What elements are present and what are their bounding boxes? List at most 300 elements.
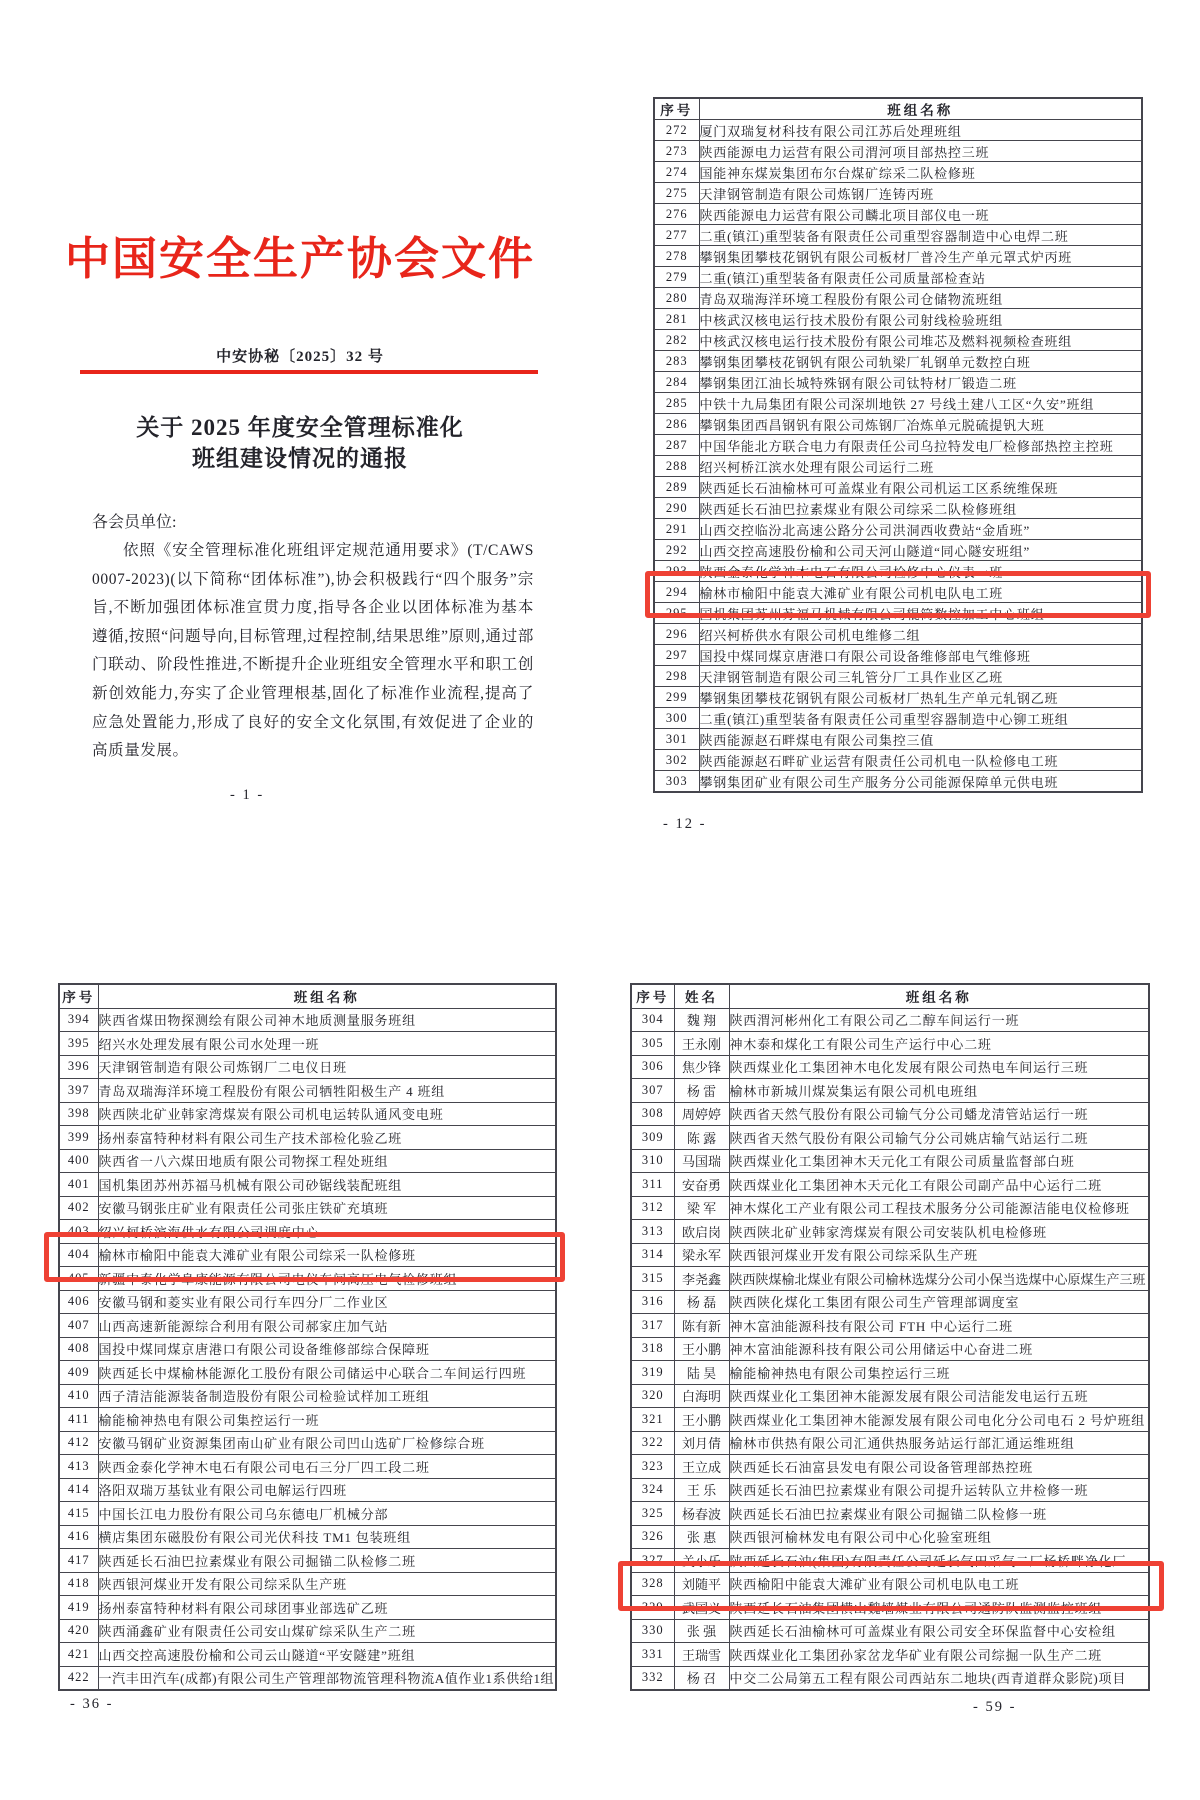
person-name-cell: 杨春波 bbox=[674, 1502, 729, 1526]
row-number-cell: 280 bbox=[654, 288, 699, 309]
table-row bbox=[654, 414, 1142, 435]
row-number-cell: 295 bbox=[654, 603, 699, 624]
team-name-cell: 榆能榆神热电有限公司集控运行一班 bbox=[98, 1408, 556, 1432]
row-number-cell: 329 bbox=[631, 1596, 674, 1620]
team-name-cell: 陕西能源赵石畔煤电有限公司集控三值 bbox=[699, 729, 1142, 750]
row-number-cell: 313 bbox=[631, 1220, 674, 1244]
row-number-cell: 276 bbox=[654, 204, 699, 225]
row-number-cell: 287 bbox=[654, 435, 699, 456]
table-row bbox=[654, 351, 1142, 372]
table-row bbox=[631, 1596, 1149, 1620]
team-name-cell: 中核武汉核电运行技术股份有限公司射线检验班组 bbox=[699, 309, 1142, 330]
table-row bbox=[631, 1572, 1149, 1596]
row-number-cell: 274 bbox=[654, 162, 699, 183]
team-name-cell: 榆林市榆阳中能袁大滩矿业有限公司综采一队检修班 bbox=[98, 1243, 556, 1267]
table-row bbox=[59, 1596, 556, 1620]
row-number-cell: 399 bbox=[59, 1126, 98, 1150]
person-name-cell: 梁 军 bbox=[674, 1196, 729, 1220]
row-number-cell: 409 bbox=[59, 1361, 98, 1385]
team-name-cell: 陕西银河煤业开发有限公司综采队生产班 bbox=[98, 1572, 556, 1596]
team-name-cell: 陕西银河榆林发电有限公司中心化验室班组 bbox=[729, 1525, 1149, 1549]
table-header-row bbox=[631, 984, 1149, 1008]
table-row bbox=[59, 1666, 556, 1690]
table-row bbox=[59, 1502, 556, 1526]
row-number-cell: 319 bbox=[631, 1361, 674, 1385]
person-name-cell: 王 乐 bbox=[674, 1478, 729, 1502]
row-number-cell: 415 bbox=[59, 1502, 98, 1526]
table-row bbox=[631, 1361, 1149, 1385]
team-name-cell: 陕西煤业化工集团孙家岔龙华矿业有限公司综掘一队生产二班 bbox=[729, 1643, 1149, 1667]
document-number: 中安协秘〔2025〕32 号 bbox=[216, 349, 384, 365]
row-number-cell: 298 bbox=[654, 666, 699, 687]
table-header bbox=[654, 98, 1142, 120]
column-header: 班组名称 bbox=[699, 98, 1142, 120]
team-name-cell: 陕西延长石油巴拉素煤业有限公司综采二队检修班组 bbox=[699, 498, 1142, 519]
person-name-cell: 安奋勇 bbox=[674, 1173, 729, 1197]
table-row bbox=[654, 624, 1142, 645]
table-row bbox=[59, 1243, 556, 1267]
red-divider-line bbox=[80, 370, 538, 374]
table-row bbox=[59, 1572, 556, 1596]
person-name-cell: 陈有新 bbox=[674, 1314, 729, 1338]
person-name-cell: 李尧鑫 bbox=[674, 1267, 729, 1291]
row-number-cell: 405 bbox=[59, 1267, 98, 1291]
row-number-cell: 324 bbox=[631, 1478, 674, 1502]
team-name-cell: 攀钢集团矿业有限公司生产服务分公司能源保障单元供电班 bbox=[699, 771, 1142, 793]
row-number-cell: 330 bbox=[631, 1619, 674, 1643]
column-header: 序号 bbox=[631, 984, 674, 1008]
person-name-cell: 王永刚 bbox=[674, 1032, 729, 1056]
row-number-cell: 416 bbox=[59, 1525, 98, 1549]
table-row bbox=[631, 1196, 1149, 1220]
table-row bbox=[59, 1314, 556, 1338]
team-name-cell: 陕西煤业化工集团神木电化发展有限公司热电车间运行三班 bbox=[729, 1055, 1149, 1079]
row-number-cell: 301 bbox=[654, 729, 699, 750]
table-row bbox=[59, 1643, 556, 1667]
table-row bbox=[59, 1549, 556, 1573]
row-number-cell: 290 bbox=[654, 498, 699, 519]
team-name-cell: 山西交控高速股份榆和公司天河山隧道“同心隧安班组” bbox=[699, 540, 1142, 561]
row-number-cell: 413 bbox=[59, 1455, 98, 1479]
team-name-cell: 国投中煤同煤京唐港口有限公司设备维修部电气维修班 bbox=[699, 645, 1142, 666]
person-name-cell: 张 强 bbox=[674, 1619, 729, 1643]
row-number-cell: 318 bbox=[631, 1337, 674, 1361]
table-body bbox=[654, 120, 1142, 793]
row-number-cell: 299 bbox=[654, 687, 699, 708]
row-number-cell: 418 bbox=[59, 1572, 98, 1596]
table-row bbox=[654, 666, 1142, 687]
table-body bbox=[59, 1008, 556, 1690]
table-row bbox=[59, 1431, 556, 1455]
table-row bbox=[654, 561, 1142, 582]
row-number-cell: 406 bbox=[59, 1290, 98, 1314]
team-name-cell: 中铁十九局集团有限公司深圳地铁 27 号线土建八工区“久安”班组 bbox=[699, 393, 1142, 414]
table-row bbox=[654, 267, 1142, 288]
row-number-cell: 282 bbox=[654, 330, 699, 351]
team-name-cell: 国能神东煤炭集团布尔台煤矿综采二队检修班 bbox=[699, 162, 1142, 183]
team-name-cell: 青岛双瑞海洋环境工程股份有限公司牺牲阳极生产 4 班组 bbox=[98, 1079, 556, 1103]
row-number-cell: 296 bbox=[654, 624, 699, 645]
table-row bbox=[654, 582, 1142, 603]
table-row bbox=[631, 1643, 1149, 1667]
table-row bbox=[59, 1384, 556, 1408]
row-number-cell: 396 bbox=[59, 1055, 98, 1079]
row-number-cell: 408 bbox=[59, 1337, 98, 1361]
table-row bbox=[654, 162, 1142, 183]
table-row bbox=[631, 1149, 1149, 1173]
table-row bbox=[654, 288, 1142, 309]
team-name-cell: 攀钢集团江油长城特殊钢有限公司钛特材厂锻造二班 bbox=[699, 372, 1142, 393]
table-header-row bbox=[59, 984, 556, 1008]
table-row bbox=[654, 771, 1142, 793]
row-number-cell: 320 bbox=[631, 1384, 674, 1408]
table-header bbox=[631, 984, 1149, 1008]
table-row bbox=[631, 1243, 1149, 1267]
column-header: 班组名称 bbox=[98, 984, 556, 1008]
person-name-cell: 欧启岗 bbox=[674, 1220, 729, 1244]
row-number-cell: 395 bbox=[59, 1032, 98, 1056]
page-number-59: - 59 - bbox=[973, 1699, 1017, 1715]
team-name-cell: 陕西榆阳中能袁大滩矿业有限公司机电队电工班 bbox=[729, 1572, 1149, 1596]
table-page-12 bbox=[653, 97, 1143, 793]
row-number-cell: 304 bbox=[631, 1008, 674, 1032]
table-row bbox=[654, 708, 1142, 729]
person-name-cell: 王瑞雪 bbox=[674, 1643, 729, 1667]
team-name-cell: 神木富油能源科技有限公司公用储运中心奋进二班 bbox=[729, 1337, 1149, 1361]
row-number-cell: 294 bbox=[654, 582, 699, 603]
page-number-1: - 1 - bbox=[230, 787, 265, 803]
row-number-cell: 404 bbox=[59, 1243, 98, 1267]
row-number-cell: 305 bbox=[631, 1032, 674, 1056]
team-name-cell: 陕西金泰化学神木电石有限公司电石三分厂四工段二班 bbox=[98, 1455, 556, 1479]
row-number-cell: 394 bbox=[59, 1008, 98, 1032]
team-name-cell: 陕西陕化煤化工集团有限公司生产管理部调度室 bbox=[729, 1290, 1149, 1314]
row-number-cell: 331 bbox=[631, 1643, 674, 1667]
table-row bbox=[631, 1126, 1149, 1150]
team-name-cell: 横店集团东磁股份有限公司光伏科技 TM1 包装班组 bbox=[98, 1525, 556, 1549]
row-number-cell: 400 bbox=[59, 1149, 98, 1173]
table-row bbox=[631, 1290, 1149, 1314]
row-number-cell: 297 bbox=[654, 645, 699, 666]
team-name-cell: 榆林市供热有限公司汇通供热服务站运行部汇通运维班组 bbox=[729, 1431, 1149, 1455]
table-row bbox=[654, 477, 1142, 498]
table-row bbox=[59, 1126, 556, 1150]
row-number-cell: 422 bbox=[59, 1666, 98, 1690]
person-name-cell: 周婷婷 bbox=[674, 1102, 729, 1126]
team-name-cell: 榆林市新城川煤炭集运有限公司机电班组 bbox=[729, 1079, 1149, 1103]
person-name-cell: 马国瑞 bbox=[674, 1149, 729, 1173]
table-row bbox=[631, 1408, 1149, 1432]
team-name-cell: 陕西煤业化工集团神木天元化工有限公司质量监督部白班 bbox=[729, 1149, 1149, 1173]
team-name-cell: 中核武汉核电运行技术股份有限公司堆芯及燃料视频检查班组 bbox=[699, 330, 1142, 351]
team-name-cell: 扬州泰富特种材料有限公司球团事业部选矿乙班 bbox=[98, 1596, 556, 1620]
team-name-cell: 安徽马钢和菱实业有限公司行车四分厂二作业区 bbox=[98, 1290, 556, 1314]
table-row bbox=[631, 1032, 1149, 1056]
table-row bbox=[59, 1619, 556, 1643]
person-name-cell: 张 惠 bbox=[674, 1525, 729, 1549]
person-name-cell: 陆 昊 bbox=[674, 1361, 729, 1385]
team-name-cell: 中交二公局第五工程有限公司西站东二地块(西青道群众影院)项目 bbox=[729, 1666, 1149, 1690]
team-name-cell: 陕西省天然气股份有限公司输气分公司蟠龙清管站运行一班 bbox=[729, 1102, 1149, 1126]
table-row bbox=[59, 1408, 556, 1432]
team-name-cell: 二重(镇江)重型装备有限责任公司重型容器制造中心铆工班组 bbox=[699, 708, 1142, 729]
table-row bbox=[59, 1196, 556, 1220]
team-name-cell: 陕西省天然气股份有限公司输气分公司姚店输气站运行二班 bbox=[729, 1126, 1149, 1150]
table-row bbox=[631, 1267, 1149, 1291]
row-number-cell: 283 bbox=[654, 351, 699, 372]
row-number-cell: 403 bbox=[59, 1220, 98, 1244]
table-row bbox=[654, 750, 1142, 771]
team-name-cell: 陕西能源电力运营有限公司渭河项目部热控三班 bbox=[699, 141, 1142, 162]
table-row bbox=[631, 1079, 1149, 1103]
row-number-cell: 311 bbox=[631, 1173, 674, 1197]
table-row bbox=[59, 1337, 556, 1361]
team-name-cell: 山西交控高速股份榆和公司云山隧道“平安隧建”班组 bbox=[98, 1643, 556, 1667]
table-row bbox=[654, 540, 1142, 561]
team-name-cell: 天津钢管制造有限公司三轧管分厂工具作业区乙班 bbox=[699, 666, 1142, 687]
team-name-cell: 陕西延长石油巴拉素煤业有限公司提升运转队立井检修一班 bbox=[729, 1478, 1149, 1502]
team-name-cell: 陕西能源电力运营有限公司麟北项目部仪电一班 bbox=[699, 204, 1142, 225]
team-name-cell: 陕西延长石油巴拉素煤业有限公司掘锚二队检修二班 bbox=[98, 1549, 556, 1573]
row-number-cell: 402 bbox=[59, 1196, 98, 1220]
table-row bbox=[654, 183, 1142, 204]
team-name-cell: 陕西延长石油榆林可可盖煤业有限公司安全环保监督中心安检组 bbox=[729, 1619, 1149, 1643]
person-name-cell: 王小鹏 bbox=[674, 1337, 729, 1361]
team-name-cell: 陕西省一八六煤田地质有限公司物探工程处班组 bbox=[98, 1149, 556, 1173]
table-body bbox=[631, 1008, 1149, 1690]
team-name-cell: 神木泰和煤化工有限公司生产运行中心二班 bbox=[729, 1032, 1149, 1056]
document-title-line1: 关于 2025 年度安全管理标准化 bbox=[136, 415, 464, 440]
page-number-36: - 36 - bbox=[70, 1696, 114, 1712]
row-number-cell: 310 bbox=[631, 1149, 674, 1173]
team-name-cell: 陕西省煤田物探测绘有限公司神木地质测量服务班组 bbox=[98, 1008, 556, 1032]
team-name-cell: 安徽马钢矿业资源集团南山矿业有限公司凹山选矿厂检修综合班 bbox=[98, 1431, 556, 1455]
row-number-cell: 272 bbox=[654, 120, 699, 141]
table-row bbox=[59, 1478, 556, 1502]
page-number-12: - 12 - bbox=[663, 816, 707, 832]
team-name-cell: 国机集团苏州苏福马机械有限公司辊筒数控加工中心班组 bbox=[699, 603, 1142, 624]
table-row bbox=[59, 1008, 556, 1032]
row-number-cell: 322 bbox=[631, 1431, 674, 1455]
row-number-cell: 306 bbox=[631, 1055, 674, 1079]
table-row bbox=[631, 1102, 1149, 1126]
team-name-cell: 陕西能源赵石畔矿业运营有限责任公司机电一队检修电工班 bbox=[699, 750, 1142, 771]
team-name-cell: 绍兴水处理发展有限公司水处理一班 bbox=[98, 1032, 556, 1056]
person-name-cell: 白海明 bbox=[674, 1384, 729, 1408]
row-number-cell: 316 bbox=[631, 1290, 674, 1314]
table-row bbox=[654, 519, 1142, 540]
table-row bbox=[59, 1361, 556, 1385]
table-page-59 bbox=[630, 983, 1150, 1691]
person-name-cell: 杨 雷 bbox=[674, 1079, 729, 1103]
table-row bbox=[654, 729, 1142, 750]
team-name-cell: 山西高速新能源综合利用有限公司郝家庄加气站 bbox=[98, 1314, 556, 1338]
table-row bbox=[631, 1220, 1149, 1244]
row-number-cell: 315 bbox=[631, 1267, 674, 1291]
team-name-cell: 天津钢管制造有限公司炼钢厂连铸丙班 bbox=[699, 183, 1142, 204]
team-name-cell: 二重(镇江)重型装备有限责任公司质量部检查站 bbox=[699, 267, 1142, 288]
table-row bbox=[654, 330, 1142, 351]
table-row bbox=[59, 1290, 556, 1314]
team-name-cell: 西子清洁能源装备制造股份有限公司检验试样加工班组 bbox=[98, 1384, 556, 1408]
table-header bbox=[59, 984, 556, 1008]
team-name-cell: 神木富油能源科技有限公司 FTH 中心运行二班 bbox=[729, 1314, 1149, 1338]
team-name-cell: 陕西延长石油巴拉素煤业有限公司掘锚二队检修一班 bbox=[729, 1502, 1149, 1526]
row-number-cell: 289 bbox=[654, 477, 699, 498]
team-name-cell: 陕西煤业化工集团神木能源发展有限公司洁能发电运行五班 bbox=[729, 1384, 1149, 1408]
team-name-cell: 绍兴柯桥江滨水处理有限公司运行二班 bbox=[699, 456, 1142, 477]
team-name-cell: 陕西延长中煤榆林能源化工股份有限公司储运中心联合二车间运行四班 bbox=[98, 1361, 556, 1385]
table-row bbox=[631, 1525, 1149, 1549]
row-number-cell: 291 bbox=[654, 519, 699, 540]
table-row bbox=[654, 456, 1142, 477]
person-name-cell: 王立成 bbox=[674, 1455, 729, 1479]
table-row bbox=[631, 1549, 1149, 1573]
person-name-cell: 王小鹏 bbox=[674, 1408, 729, 1432]
team-name-cell: 陕西煤业化工集团神木能源发展有限公司电化分公司电石 2 号炉班组 bbox=[729, 1408, 1149, 1432]
row-number-cell: 410 bbox=[59, 1384, 98, 1408]
column-header: 序号 bbox=[654, 98, 699, 120]
table-row bbox=[654, 204, 1142, 225]
table-row bbox=[631, 1666, 1149, 1690]
row-number-cell: 309 bbox=[631, 1126, 674, 1150]
row-number-cell: 286 bbox=[654, 414, 699, 435]
row-number-cell: 420 bbox=[59, 1619, 98, 1643]
row-number-cell: 307 bbox=[631, 1079, 674, 1103]
team-name-cell: 攀钢集团攀枝花钢钒有限公司板材厂普冷生产单元罩式炉丙班 bbox=[699, 246, 1142, 267]
table-row bbox=[59, 1149, 556, 1173]
table-row bbox=[631, 1384, 1149, 1408]
table-row bbox=[654, 309, 1142, 330]
table-row bbox=[631, 1314, 1149, 1338]
team-name-cell: 攀钢集团攀枝花钢钒有限公司板材厂热轧生产单元轧钢乙班 bbox=[699, 687, 1142, 708]
row-number-cell: 328 bbox=[631, 1572, 674, 1596]
team-name-cell: 陕西延长石油榆林可可盖煤业有限公司机运工区系统维保班 bbox=[699, 477, 1142, 498]
table-row bbox=[654, 225, 1142, 246]
team-name-cell: 陕西延长石油富县发电有限公司设备管理部热控班 bbox=[729, 1455, 1149, 1479]
team-name-cell: 新疆中泰化学阜康能源有限公司电仪车间高压电气检修班组 bbox=[98, 1267, 556, 1291]
table-row bbox=[59, 1032, 556, 1056]
table-row bbox=[654, 435, 1142, 456]
table-row bbox=[59, 1525, 556, 1549]
team-name-cell: 中国长江电力股份有限公司乌东德电厂机械分部 bbox=[98, 1502, 556, 1526]
table-row bbox=[654, 645, 1142, 666]
team-name-cell: 中国华能北方联合电力有限责任公司乌拉特发电厂检修部热控主控班 bbox=[699, 435, 1142, 456]
team-name-cell: 绍兴柯桥供水有限公司机电维修二组 bbox=[699, 624, 1142, 645]
table-row bbox=[631, 1008, 1149, 1032]
team-name-cell: 国投中煤同煤京唐港口有限公司设备维修部综合保障班 bbox=[98, 1337, 556, 1361]
person-name-cell: 杨 磊 bbox=[674, 1290, 729, 1314]
team-name-cell: 安徽马钢张庄矿业有限责任公司张庄铁矿充填班 bbox=[98, 1196, 556, 1220]
team-name-cell: 陕西涌鑫矿业有限责任公司安山煤矿综采队生产二班 bbox=[98, 1619, 556, 1643]
table-row bbox=[59, 1055, 556, 1079]
row-number-cell: 288 bbox=[654, 456, 699, 477]
table-row bbox=[654, 246, 1142, 267]
team-name-cell: 洛阳双瑞万基钛业有限公司电解运行四班 bbox=[98, 1478, 556, 1502]
row-number-cell: 273 bbox=[654, 141, 699, 162]
row-number-cell: 308 bbox=[631, 1102, 674, 1126]
team-name-cell: 陕西渭河彬州化工有限公司乙二醇车间运行一班 bbox=[729, 1008, 1149, 1032]
table-row bbox=[59, 1220, 556, 1244]
team-name-cell: 山西交控临汾北高速公路分公司洪洞西收费站“金盾班” bbox=[699, 519, 1142, 540]
team-name-cell: 攀钢集团西昌钢钒有限公司炼钢厂冶炼单元脱硫提钒大班 bbox=[699, 414, 1142, 435]
row-number-cell: 284 bbox=[654, 372, 699, 393]
row-number-cell: 401 bbox=[59, 1173, 98, 1197]
team-name-cell: 榆林市榆阳中能袁大滩矿业有限公司机电队电工班 bbox=[699, 582, 1142, 603]
team-name-cell: 攀钢集团攀枝花钢钒有限公司轨梁厂轧钢单元数控白班 bbox=[699, 351, 1142, 372]
row-number-cell: 277 bbox=[654, 225, 699, 246]
table-row bbox=[631, 1478, 1149, 1502]
row-number-cell: 314 bbox=[631, 1243, 674, 1267]
table-row bbox=[654, 120, 1142, 141]
table-row bbox=[654, 393, 1142, 414]
team-name-cell: 陕西延长石油(集团)有限责任公司延长气田采气二厂杨桥畔净化厂 bbox=[729, 1549, 1149, 1573]
team-name-cell: 一汽丰田汽车(成都)有限公司生产管理部物流管理科物流A值作业1系供给1组 bbox=[98, 1666, 556, 1690]
row-number-cell: 411 bbox=[59, 1408, 98, 1432]
row-number-cell: 421 bbox=[59, 1643, 98, 1667]
person-name-cell: 魏 翔 bbox=[674, 1008, 729, 1032]
table-row bbox=[59, 1455, 556, 1479]
table-row bbox=[631, 1619, 1149, 1643]
row-number-cell: 317 bbox=[631, 1314, 674, 1338]
row-number-cell: 332 bbox=[631, 1666, 674, 1690]
table-header-row bbox=[654, 98, 1142, 120]
row-number-cell: 285 bbox=[654, 393, 699, 414]
team-name-cell: 陕西银河煤业开发有限公司综采队生产班 bbox=[729, 1243, 1149, 1267]
team-name-cell: 陕西陕煤榆北煤业有限公司榆林选煤分公司小保当选煤中心原煤生产三班 bbox=[729, 1267, 1149, 1291]
table-row bbox=[631, 1455, 1149, 1479]
person-name-cell: 焦少锋 bbox=[674, 1055, 729, 1079]
table-row bbox=[59, 1173, 556, 1197]
table-row bbox=[654, 498, 1142, 519]
team-name-cell: 陕西陕北矿业韩家湾煤炭有限公司机电运转队通风变电班 bbox=[98, 1102, 556, 1126]
team-name-cell: 陕西陕北矿业韩家湾煤炭有限公司安装队机电检修班 bbox=[729, 1220, 1149, 1244]
body-paragraph: 依照《安全管理标准化班组评定规范通用要求》(T/CAWS 0007-2023)(以下简称“团体标准”),协会积极践行“四个服务”宗旨,不断加强团体标准宣贯力度,指导各企业以团体标准为基本遵循,按照“问题导向,目标管理,过程控制,结果思维”原则,通过部门联动、阶段性推进,不断提升企业班组安全管理水平和职工创新创效能力,夯实了企业管理根基,固化了标准作业流程,提高了应急处置能力,形成了良好的安全文化氛围,有效促进了企业的高质量发展。 bbox=[92, 542, 534, 760]
row-number-cell: 327 bbox=[631, 1549, 674, 1573]
person-name-cell: 杨 召 bbox=[674, 1666, 729, 1690]
row-number-cell: 281 bbox=[654, 309, 699, 330]
row-number-cell: 321 bbox=[631, 1408, 674, 1432]
team-name-cell: 陕西金泰化学神木电石有限公司检修中心仪表一班 bbox=[699, 561, 1142, 582]
row-number-cell: 407 bbox=[59, 1314, 98, 1338]
person-name-cell: 陈 露 bbox=[674, 1126, 729, 1150]
table-page-36 bbox=[58, 983, 557, 1691]
team-name-cell: 榆能榆神热电有限公司集控运行三班 bbox=[729, 1361, 1149, 1385]
team-name-cell: 厦门双瑞复材科技有限公司江苏后处理班组 bbox=[699, 120, 1142, 141]
team-name-cell: 神木煤化工产业有限公司工程技术服务分公司能源洁能电仪检修班 bbox=[729, 1196, 1149, 1220]
row-number-cell: 419 bbox=[59, 1596, 98, 1620]
table-row bbox=[59, 1102, 556, 1126]
table-row bbox=[654, 687, 1142, 708]
team-name-cell: 陕西煤业化工集团神木天元化工有限公司副产品中心运行二班 bbox=[729, 1173, 1149, 1197]
table-row bbox=[631, 1173, 1149, 1197]
table-row bbox=[631, 1431, 1149, 1455]
row-number-cell: 414 bbox=[59, 1478, 98, 1502]
row-number-cell: 326 bbox=[631, 1525, 674, 1549]
table-row bbox=[59, 1079, 556, 1103]
column-header: 姓名 bbox=[674, 984, 729, 1008]
row-number-cell: 302 bbox=[654, 750, 699, 771]
person-name-cell: 刘月倩 bbox=[674, 1431, 729, 1455]
table-row bbox=[654, 141, 1142, 162]
row-number-cell: 303 bbox=[654, 771, 699, 793]
row-number-cell: 292 bbox=[654, 540, 699, 561]
document-title bbox=[60, 412, 540, 474]
document-title-line2: 班组建设情况的通报 bbox=[192, 446, 408, 471]
salutation: 各会员单位: bbox=[92, 514, 177, 531]
team-name-cell: 陕西延长石油集团横山魏墙煤业有限公司通防队监测监控班组 bbox=[729, 1596, 1149, 1620]
row-number-cell: 293 bbox=[654, 561, 699, 582]
